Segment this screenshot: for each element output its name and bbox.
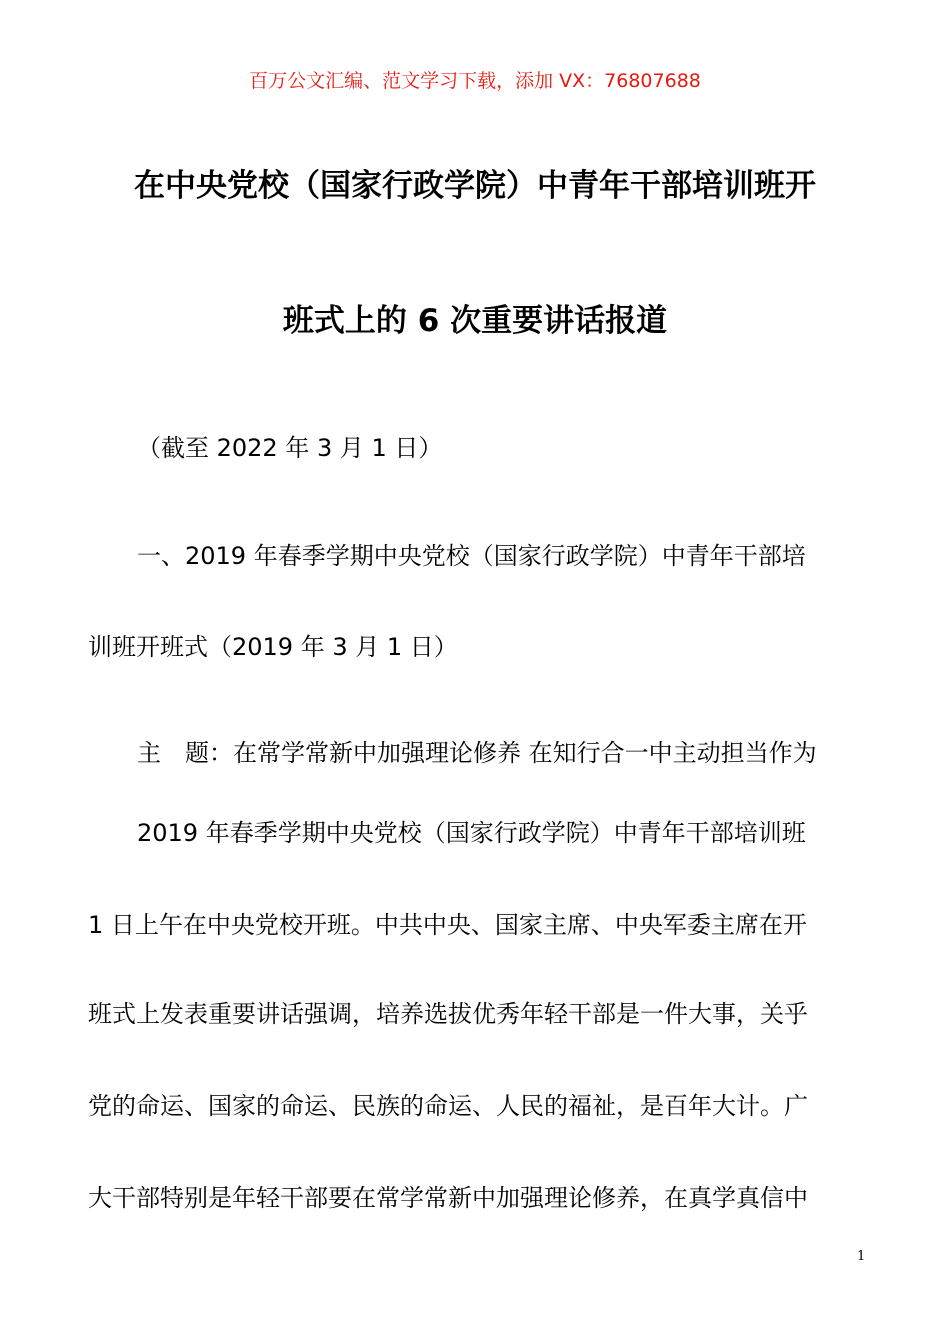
page-number: 1 — [857, 1249, 866, 1264]
section-heading-line-1: 一、2019 年春季学期中央党校（国家行政学院）中青年干部培 — [137, 542, 806, 570]
body-line: 1 日上午在中央党校开班。中共中央、国家主席、中央军委主席在开 — [88, 911, 807, 939]
body-line: 2019 年春季学期中央党校（国家行政学院）中青年干部培训班 — [137, 819, 806, 847]
theme-line: 主 题：在常学常新中加强理论修养 在知行合一中主动担当作为 — [137, 739, 817, 767]
body-line: 党的命运、国家的命运、民族的命运、人民的福祉，是百年大计。广 — [88, 1092, 808, 1120]
section-heading-line-2: 训班开班式（2019 年 3 月 1 日） — [88, 633, 458, 661]
body-line: 班式上发表重要讲话强调，培养选拔优秀年轻干部是一件大事，关乎 — [88, 1000, 808, 1028]
date-note: （截至 2022 年 3 月 1 日） — [137, 434, 443, 462]
document-title-line-1: 在中央党校（国家行政学院）中青年干部培训班开 — [134, 168, 816, 204]
body-line: 大干部特别是年轻干部要在常学常新中加强理论修养，在真学真信中 — [88, 1184, 808, 1212]
header-note: 百万公文汇编、范文学习下载，添加 VX：76807688 — [249, 70, 701, 92]
document-title-line-2: 班式上的 6 次重要讲话报道 — [282, 303, 668, 339]
